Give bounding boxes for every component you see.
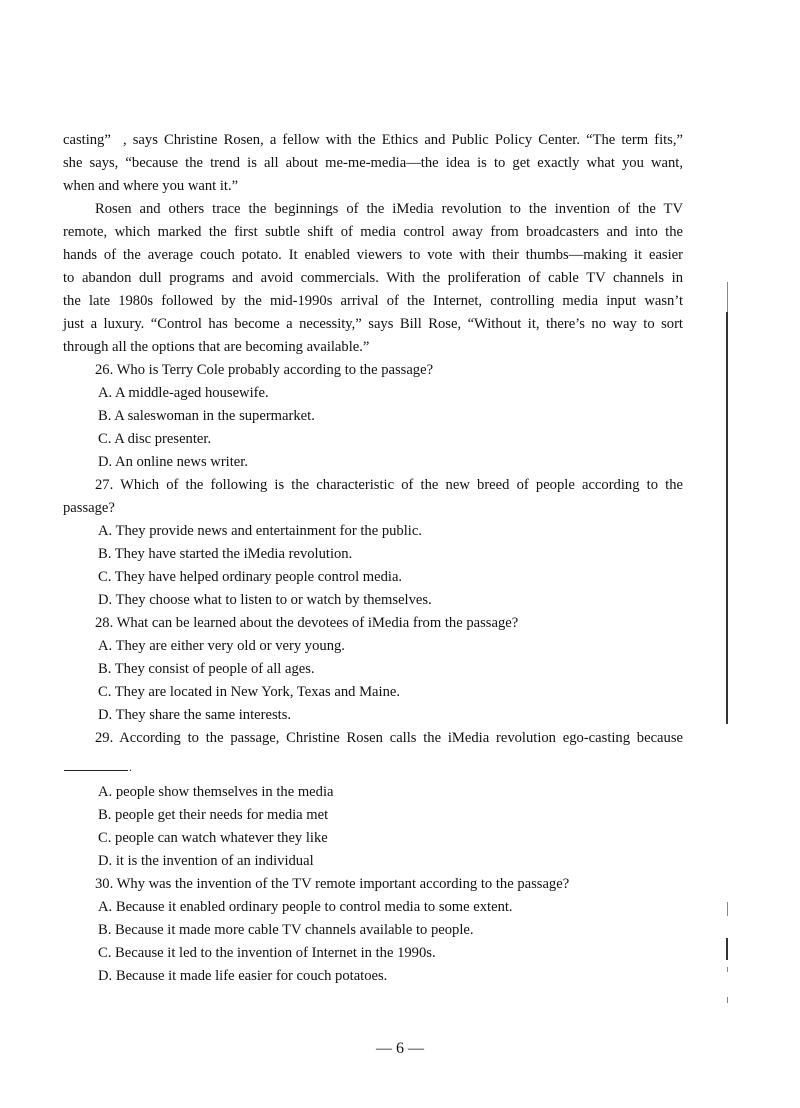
question-stem: 28. What can be learned about the devotees of iMedia from the passage? [95, 615, 519, 631]
answer-option-a: A. people show themselves in the media [98, 784, 334, 800]
margin-mark [727, 997, 728, 1003]
answer-option-c: C. They are located in New York, Texas and Maine. [98, 684, 400, 700]
answer-option-c: C. A disc presenter. [98, 431, 212, 447]
answer-option-d: D. Because it made life easier for couch potatoes. [98, 968, 388, 984]
answer-option-d: D. They share the same interests. [98, 707, 292, 723]
answer-option-c: C. people can watch whatever they like [98, 830, 328, 846]
answer-option-c: C. They have helped ordinary people control media. [98, 569, 403, 585]
margin-mark [726, 938, 728, 960]
answer-option-b: B. Because it made more cable TV channels available to people. [98, 922, 474, 938]
blank-period: . [129, 760, 132, 774]
question-stem: 26. Who is Terry Cole probably according to the passage? [95, 362, 434, 378]
answer-option-a: A. Because it enabled ordinary people to control media to some extent. [98, 899, 513, 915]
passage-line: Rosen and others trace the beginnings of the iMedia revolution to the invention of the TV [95, 201, 683, 217]
answer-option-d: D. They choose what to listen to or watch by themselves. [98, 592, 432, 608]
passage-line: when and where you want it.” [63, 178, 239, 194]
answer-option-d: D. it is the invention of an individual [98, 853, 314, 869]
passage-line: to abandon dull programs and avoid commercials. With the proliferation of cable TV channels in [63, 270, 683, 286]
passage-line: the late 1980s followed by the mid-1990s arrival of the Internet, controlling media input wasn’t [63, 293, 683, 309]
answer-blank [64, 770, 128, 771]
page-number: — 6 — [376, 1040, 424, 1057]
margin-binding-line [726, 312, 728, 724]
passage-line: just a luxury. “Control has become a necessity,” says Bill Rose, “Without it, there’s no way to sort [63, 316, 683, 332]
passage-line: remote, which marked the first subtle shift of media control away from broadcasters and into the [63, 224, 683, 240]
passage-line: casting” , says Christine Rosen, a fellow with the Ethics and Public Policy Center. “The term fits,” [63, 132, 683, 148]
answer-option-a: A. They provide news and entertainment for the public. [98, 523, 422, 539]
passage-line: she says, “because the trend is all about me-me-media—the idea is to get exactly what you want, [63, 155, 683, 171]
answer-option-b: B. They have started the iMedia revolution. [98, 546, 353, 562]
answer-option-b: B. They consist of people of all ages. [98, 661, 315, 677]
answer-option-b: B. A saleswoman in the supermarket. [98, 408, 315, 424]
answer-option-a: A. A middle-aged housewife. [98, 385, 269, 401]
answer-option-b: B. people get their needs for media met [98, 807, 329, 823]
question-stem: 29. According to the passage, Christine Rosen calls the iMedia revolution ego-casting because [95, 730, 683, 746]
passage-line: hands of the average couch potato. It enabled viewers to vote with their thumbs—making it easier [63, 247, 683, 263]
passage-line: through all the options that are becoming available.” [63, 339, 370, 355]
question-stem-continued: passage? [63, 500, 115, 516]
margin-mark [727, 282, 728, 312]
answer-option-d: D. An online news writer. [98, 454, 248, 470]
answer-option-c: C. Because it led to the invention of Internet in the 1990s. [98, 945, 436, 961]
margin-mark [727, 902, 728, 916]
margin-mark [727, 967, 728, 972]
question-stem: 30. Why was the invention of the TV remote important according to the passage? [95, 876, 570, 892]
question-stem: 27. Which of the following is the characteristic of the new breed of people according to the [95, 477, 683, 493]
answer-option-a: A. They are either very old or very young. [98, 638, 345, 654]
